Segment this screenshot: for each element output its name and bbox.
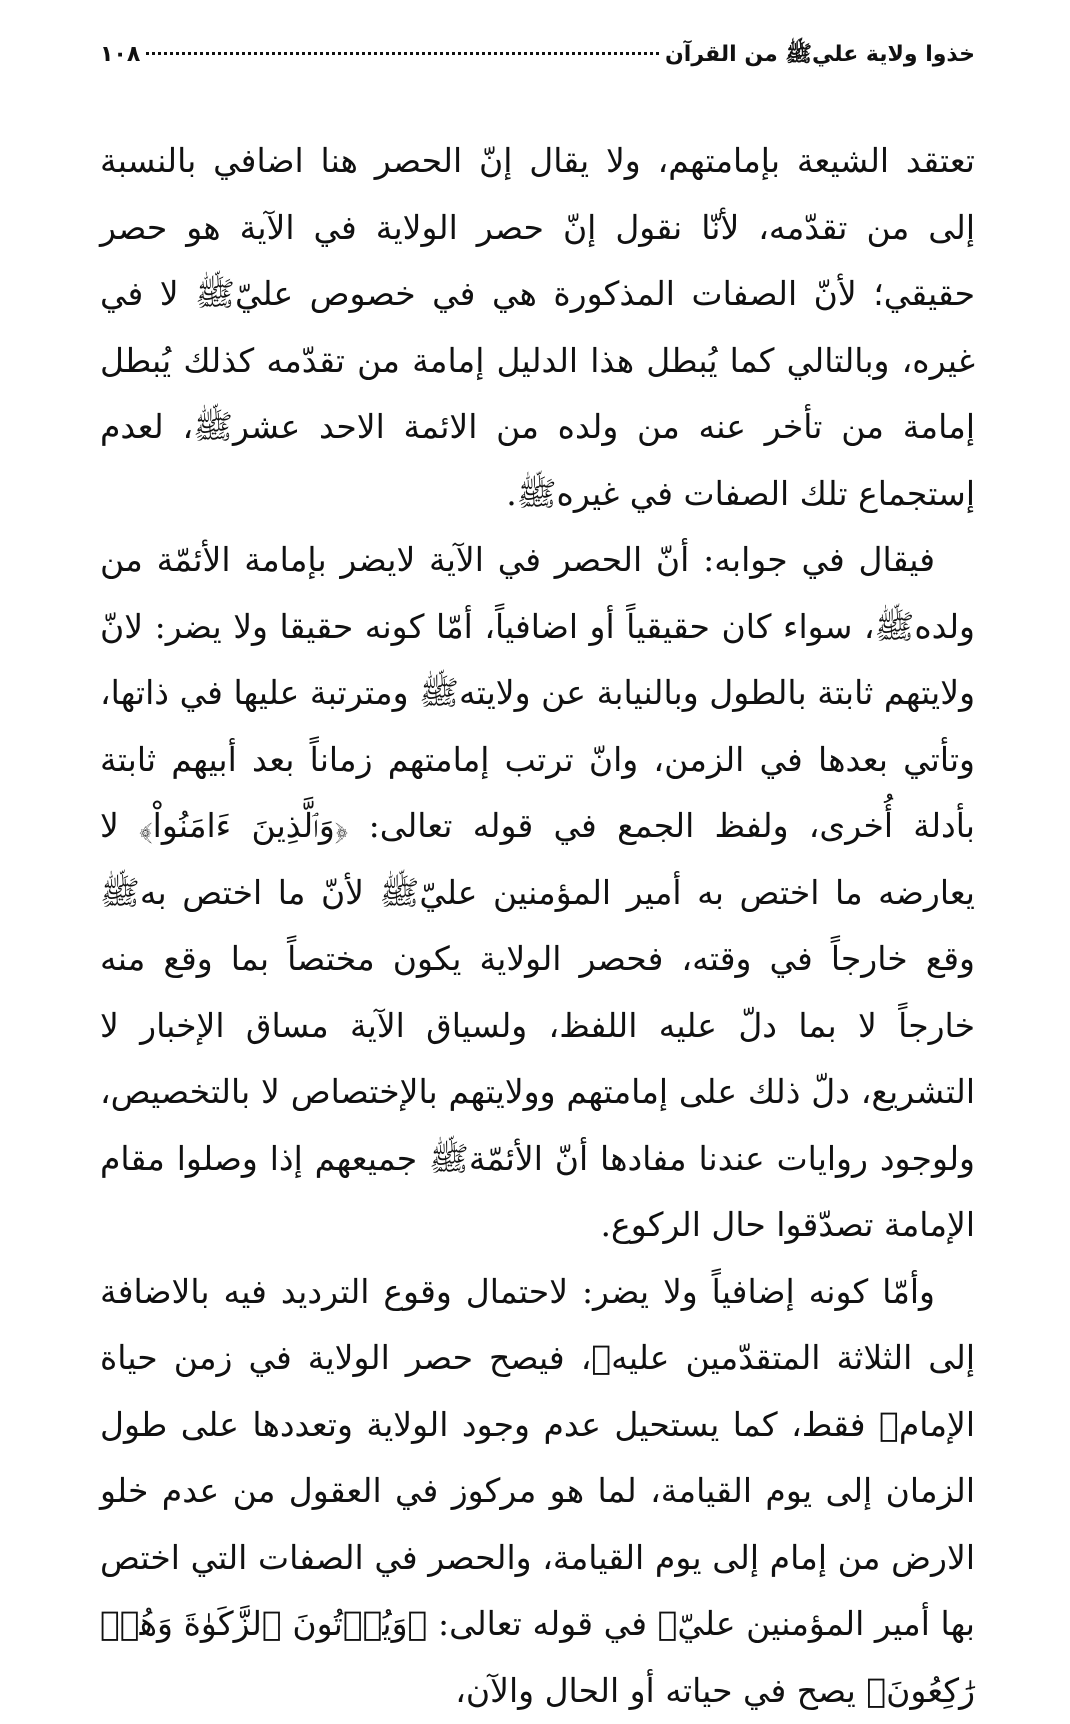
running-title: خذوا ولاية عليﷺ من القرآن (665, 40, 975, 72)
dotted-leader (146, 52, 659, 55)
running-header (100, 40, 975, 86)
paragraph-2: فيقال في جوابه: أنّ الحصر في الآية لايضر بإمامة الأئمّة من ولدهﷺ، سواء كان حقيقياً أو اضافياً، أمّا كونه حقيقا ولا يضر: لانّ ولايتهم ثابتة بالطول وبالنيابة عن ولايتهﷺ ومترتبة عليها في ذاتها، وتأتي بعدها في الزمن، وانّ ترتب إمامتهم زماناً بعد أبيهم ثابتة بأدلة أُخرى، ولفظ الجمع في قوله تعالى: ﴿وَٱلَّذِينَ ءَامَنُواْ﴾ لا يعارضه ما اختص به أمير المؤمنين عليّﷺ لأنّ ما اختص بهﷺ وقع خارجاً في وقته، فحصر الولاية يكون مختصاً بما وقع منه خارجاً لا بما دلّ عليه اللفظ، ولسياق الآية مساق الإخبار لا التشريع، دلّ ذلك على إمامتهم وولايتهم بالإختصاص لا بالتخصيص، ولوجود روايات عندنا مفادها أنّ الأئمّةﷺ جميعهم إذا وصلوا مقام الإمامة تصدّقوا حال الركوع. (100, 527, 975, 1259)
body-text (100, 128, 975, 1724)
page-number: ١٠٨ (100, 42, 140, 67)
paragraph-3: وأمّا كونه إضافياً ولا يضر: لاحتمال وقوع الترديد فيه بالاضافة إلى الثلاثة المتقدّمين عليهﷺ، فيصح حصر الولاية في زمن حياة الإمامﷺ فقط، كما يستحيل عدم وجود الولاية وتعددها على طول الزمان إلى يوم القيامة، لما هو مركوز في العقول من عدم خلو الارض من إمام إلى يوم القيامة، والحصر في الصفات التي اختص بها أمير المؤمنين عليّﷺ في قوله تعالى: ﴿وَيُؤۡتُونَ ٱلزَّكَوٰةَ وَهُمۡ رَٰكِعُونَ﴾ يصح في حياته أو الحال والآن، (100, 1259, 975, 1724)
paragraph-1: تعتقد الشيعة بإمامتهم، ولا يقال إنّ الحصر هنا اضافي بالنسبة إلى من تقدّمه، لأنّا نقول إنّ حصر الولاية في الآية هو حصر حقيقي؛ لأنّ الصفات المذكورة هي في خصوص عليّﷺ لا في غيره، وبالتالي كما يُبطل هذا الدليل إمامة من تقدّمه كذلك يُبطل إمامة من تأخر عنه من ولده من الائمة الاحد عشرﷺ، لعدم إستجماع تلك الصفات في غيرهﷺ. (100, 128, 975, 527)
page (100, 40, 975, 1510)
